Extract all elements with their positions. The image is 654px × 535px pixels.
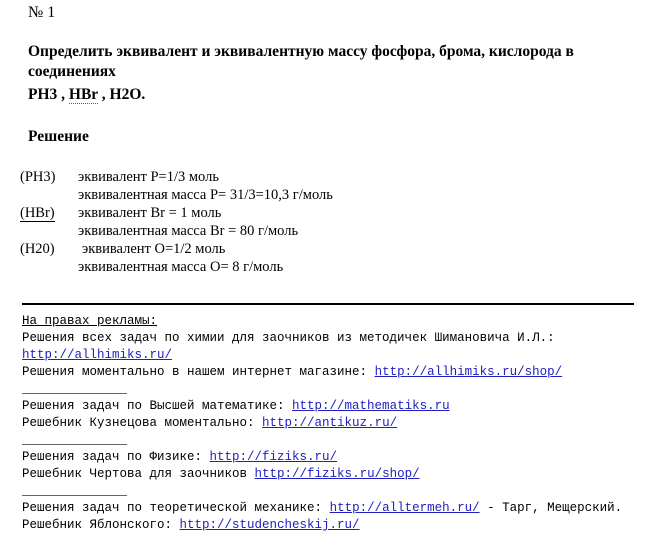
ads-link-2[interactable]: http://allhimiks.ru/shop/ [374, 365, 563, 379]
ads-line-4: Решебник Кузнецова моментально: http://antikuz.ru/ [22, 416, 398, 430]
advertisement-block [22, 313, 642, 534]
calc-text: эквивалент P=1/3 моль [78, 169, 219, 185]
calc-text: эквивалентная масса Br = 80 г/моль [78, 223, 299, 239]
ads-separator-1: ______________ [22, 382, 128, 396]
ads-link-4[interactable]: http://antikuz.ru/ [262, 416, 398, 430]
formula-hbr: HBr [68, 86, 98, 103]
ads-line-1: Решения всех задач по химии для заочников из методичек Шимановича И.Л.: [22, 331, 555, 345]
calc-row [20, 204, 640, 222]
ads-line-8: Решебник Яблонского: http://studencheskij.ru/ [22, 518, 360, 532]
ads-link-6[interactable]: http://fiziks.ru/shop/ [254, 467, 420, 481]
calc-text: эквивалентная масса O= 8 г/моль [78, 259, 284, 275]
formula-line [28, 86, 145, 104]
formula-separator-2: , [97, 86, 110, 103]
calc-text: эквивалентная масса P= 31/3=10,3 г/моль [78, 187, 333, 203]
formula-ph3: PH3 [28, 86, 58, 103]
calc-label: (HBr) [20, 205, 55, 221]
ads-link-3[interactable]: http://mathematiks.ru [292, 399, 450, 413]
task-number: № 1 [28, 4, 56, 21]
calc-row [20, 240, 640, 258]
horizontal-divider [22, 303, 634, 305]
ads-link-5[interactable]: http://fiziks.ru/ [209, 450, 338, 464]
ads-line-2: Решения моментально в нашем интернет магазине: http://allhimiks.ru/shop/ [22, 365, 563, 379]
calc-row [20, 222, 640, 240]
solution-heading: Решение [28, 128, 89, 145]
formula-h2o: H2O. [109, 86, 146, 103]
ads-link-1[interactable]: http://allhimiks.ru/ [22, 348, 173, 362]
ads-header: На правах рекламы: [22, 314, 158, 328]
calc-label: (H20) [20, 241, 55, 257]
ads-link-8[interactable]: http://studencheskij.ru/ [179, 518, 360, 532]
ads-link-7[interactable]: http://alltermeh.ru/ [329, 501, 480, 515]
ads-line-7: Решения задач по теоретической механике: http://alltermeh.ru/ - Тарг, Мещерский. [22, 501, 623, 515]
ads-separator-2: ______________ [22, 433, 128, 447]
ads-separator-3: ______________ [22, 484, 128, 498]
calc-row [20, 258, 640, 276]
problem-statement: Определить эквивалент и эквивалентную массу фосфора, брома, кислорода в соединениях [28, 43, 574, 80]
ads-line-3: Решения задач по Высшей математике: http://mathematiks.ru [22, 399, 450, 413]
calc-row [20, 186, 640, 204]
ads-line-6: Решебник Чертова для заочников http://fiziks.ru/shop/ [22, 467, 420, 481]
formula-separator-1: , [57, 86, 69, 103]
calc-row [20, 168, 640, 186]
calculations-block [20, 168, 640, 276]
ads-line-5: Решения задач по Физике: http://fiziks.ru/ [22, 450, 338, 464]
calc-label: (PH3) [20, 169, 56, 185]
calc-text: эквивалент Br = 1 моль [78, 205, 222, 221]
calc-text: эквивалент O=1/2 моль [82, 241, 226, 257]
